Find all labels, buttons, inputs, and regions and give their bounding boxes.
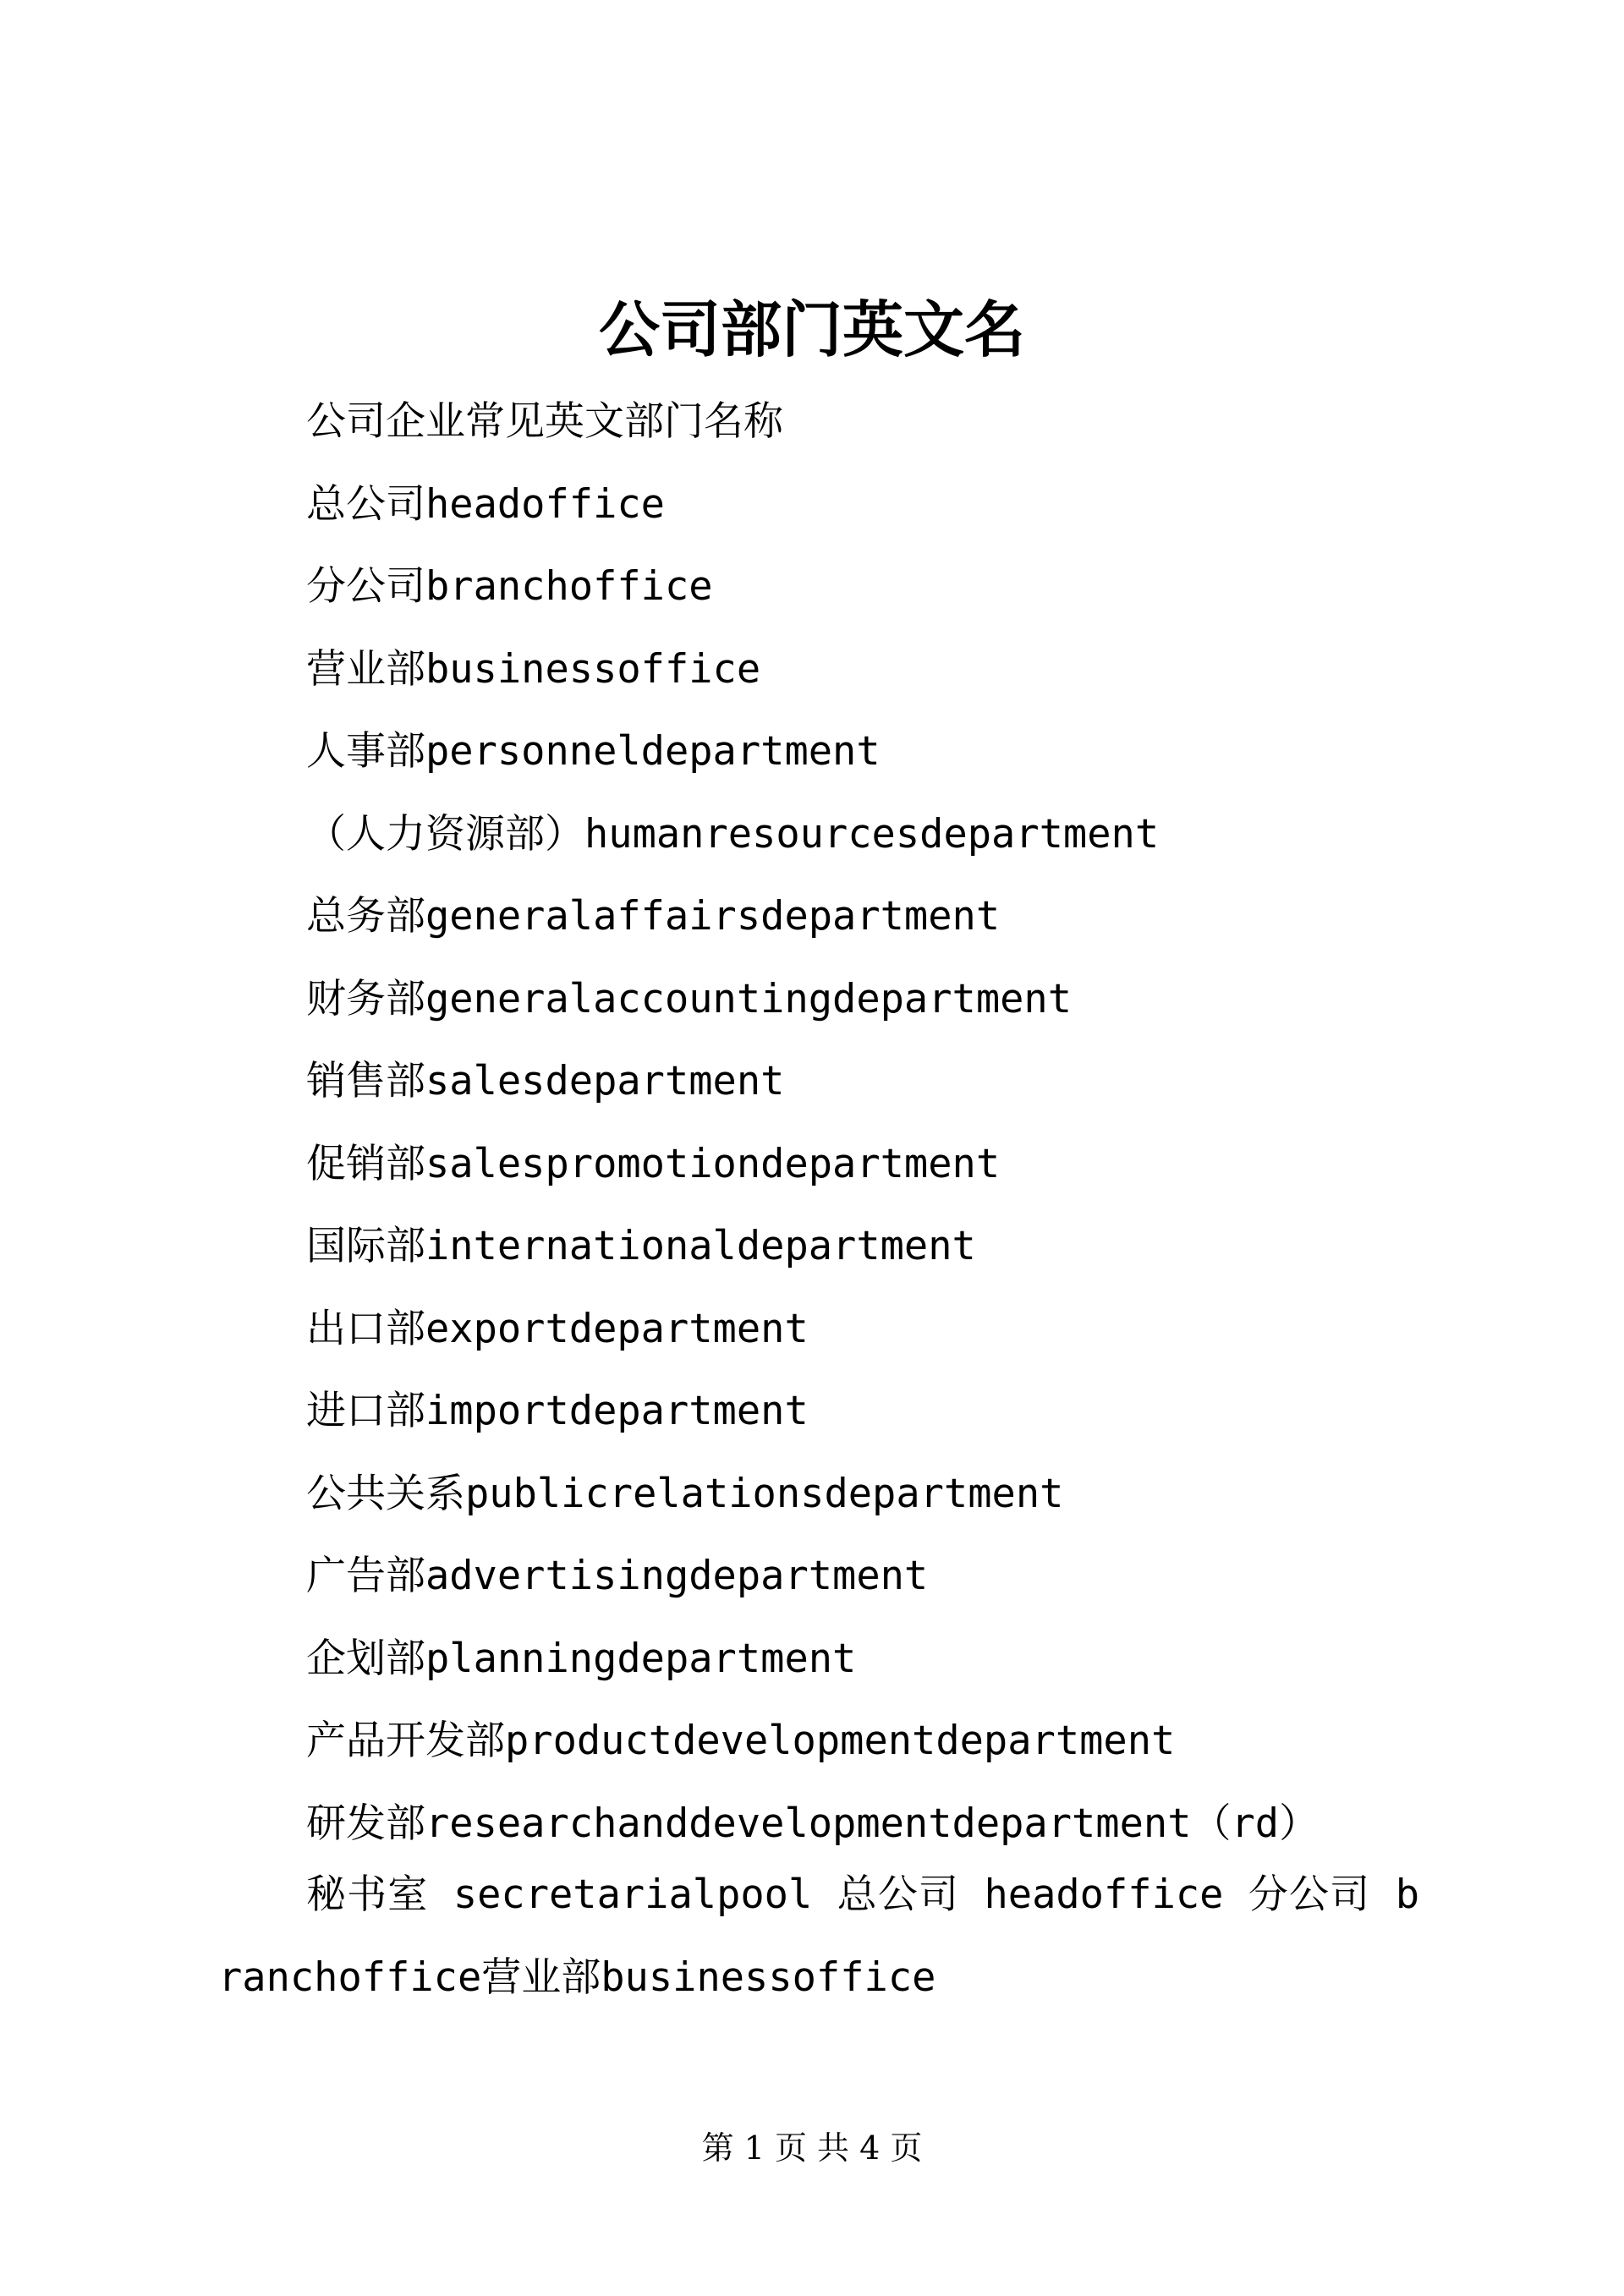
department-list [306,381,1423,1865]
list-line: 总公司headoffice [306,480,665,528]
list-line: 分公司branchoffice [306,563,713,610]
list-line: 企划部planningdepartment [306,1635,857,1682]
list-line: 销售部salesdepartment [306,1058,785,1104]
list-line: 进口部importdepartment [306,1388,809,1434]
document-title: 公司部门英文名 [598,293,1025,365]
last-paragraph: 秘书室 secretarialpool 总公司 headoffice 分公司 branchoffice营业部businessoffice [218,1871,1419,2001]
list-line: 促销部salespromotiondepartment [306,1140,1001,1187]
page-footer: 第 1 页 共 4 页 [701,2129,923,2167]
list-line: 产品开发部productdevelopmentdepartment [306,1718,1176,1764]
list-line: 广告部advertisingdepartment [306,1553,929,1599]
list-line: 营业部businessoffice [306,645,761,693]
list-line: （人力资源部）humanresourcesdepartment [306,810,1160,858]
list-line: 国际部internationaldepartment [306,1223,976,1269]
list-line: 公共关系publicrelationsdepartment [306,1470,1064,1517]
list-line: 研发部researchanddevelopmentdepartment（rd） [306,1800,1320,1847]
list-line: 人事部personneldepartment [306,728,881,775]
list-line: 出口部exportdepartment [306,1305,809,1352]
list-line: 财务部generalaccountingdepartment [306,975,1073,1022]
list-line: 总务部generalaffairsdepartment [306,893,1001,940]
list-line: 公司企业常见英文部门名称 [306,398,783,445]
